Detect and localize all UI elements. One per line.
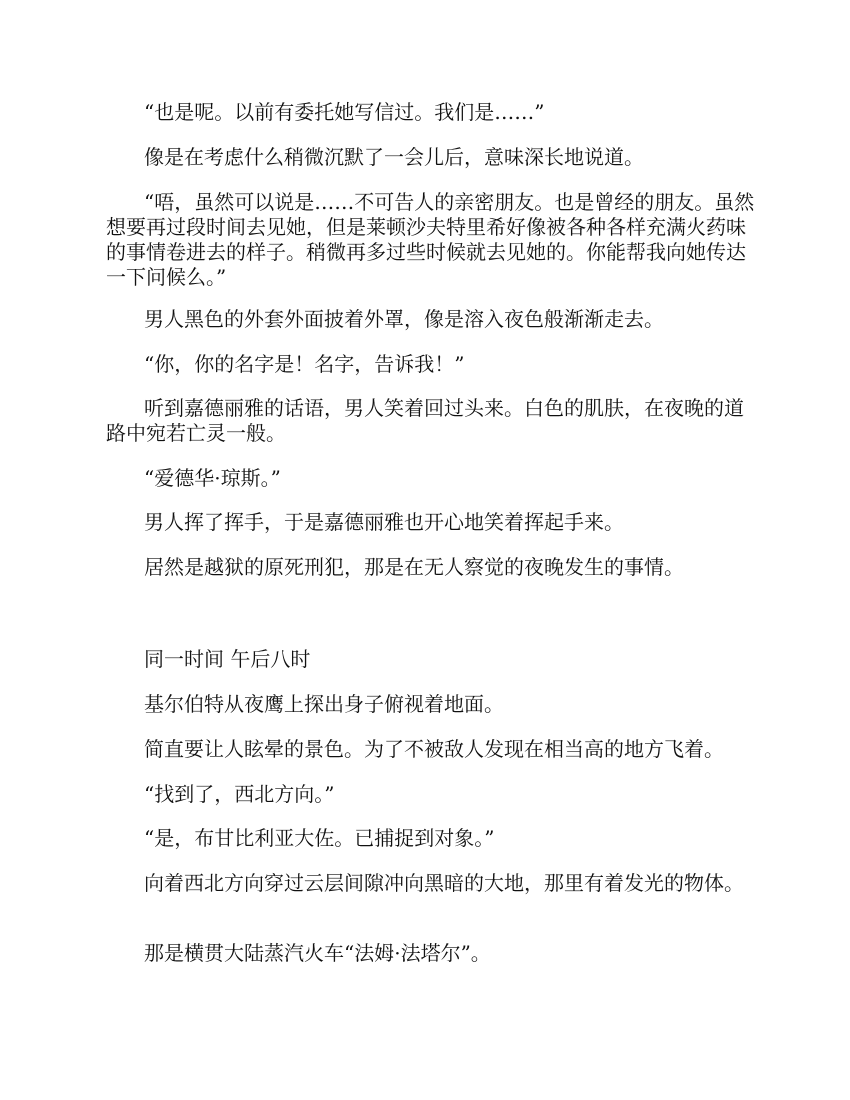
paragraph-14: 向着西北方向穿过云层间隙冲向黑暗的大地，那里有着发光的物体。 (144, 871, 744, 895)
paragraph-1: “也是呢。以前有委托她写信过。我们是……” (144, 100, 545, 124)
paragraph-15: 那是横贯大陆蒸汽火车“法姆·法塔尔”。 (144, 941, 491, 965)
paragraph-11: 简直要让人眩晕的景色。为了不被敌人发现在相当高的地方飞着。 (144, 737, 724, 761)
section-heading: 同一时间 午后八时 (144, 647, 311, 671)
paragraph-10: 基尔伯特从夜鹰上探出身子俯视着地面。 (144, 692, 504, 716)
paragraph-3: “唔，虽然可以说是……不可告人的亲密朋友。也是曾经的朋友。虽然想要再过段时间去见她，但是莱顿沙夫特里希好像被各种各样充满火药味的事情卷进去的样子。稍微再多过些时候就去见她的。你能帮我向她传达一下问候么。” (106, 190, 755, 289)
paragraph-8: 男人挥了挥手，于是嘉德丽雅也开心地笑着挥起手来。 (144, 510, 624, 534)
paragraph-6: 听到嘉德丽雅的话语，男人笑着回过头来。白色的肌肤，在夜晚的道路中宛若亡灵一般。 (106, 396, 744, 445)
paragraph-9: 居然是越狱的原死刑犯，那是在无人察觉的夜晚发生的事情。 (144, 555, 684, 579)
paragraph-7: “爱德华·琼斯。” (144, 466, 281, 490)
paragraph-2: 像是在考虑什么稍微沉默了一会儿后，意味深长地说道。 (144, 145, 644, 169)
paragraph-13: “是，布甘比利亚大佐。已捕捉到对象。” (144, 826, 495, 850)
paragraph-12: “找到了，西北方向。” (144, 782, 335, 806)
paragraph-4: 男人黑色的外套外面披着外罩，像是溶入夜色般渐渐走去。 (144, 307, 664, 331)
paragraph-5: “你，你的名字是！名字，告诉我！” (144, 352, 465, 376)
